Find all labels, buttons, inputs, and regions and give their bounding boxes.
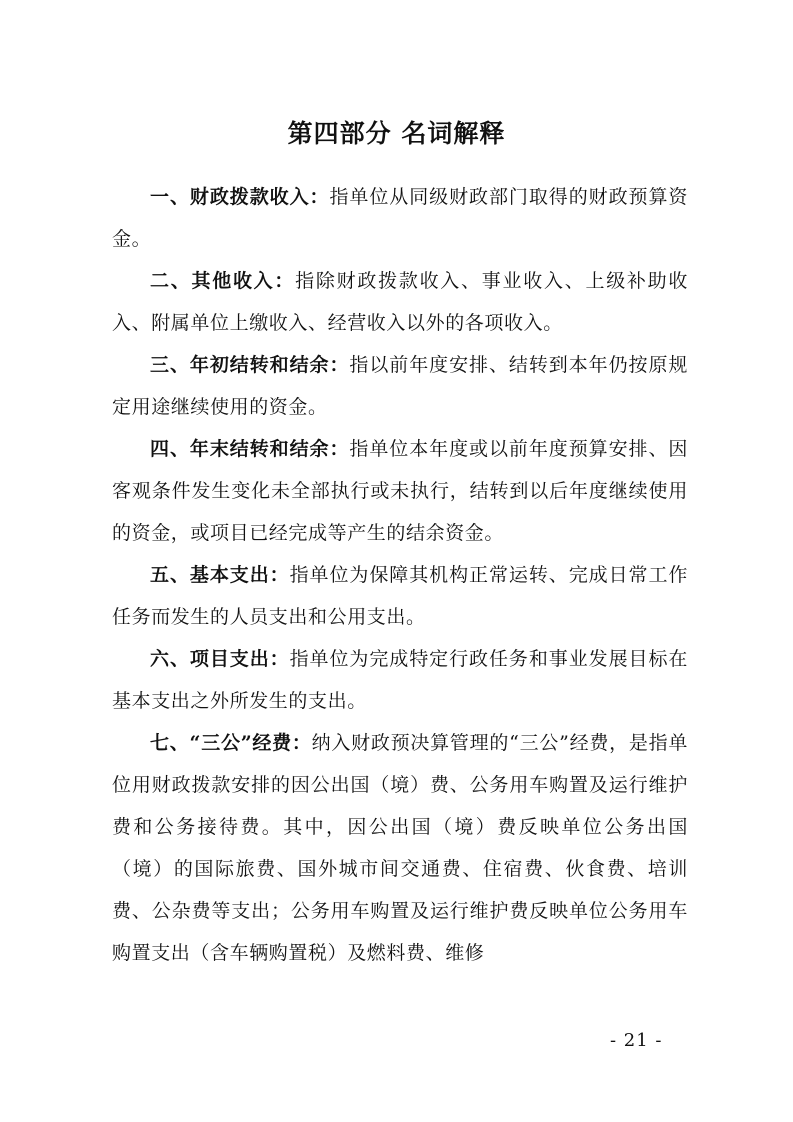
definition-item (112, 344, 688, 428)
page-number: - 21 - (610, 1030, 663, 1051)
definition-term: 二、其他收入： (150, 270, 296, 292)
definition-body: 指单位本年度或以前年度预算安排、因客观条件发生变化未全部执行或未执行，结转到以后年度继续使用的资金，或项目已经完成等产生的结余资金。 (112, 438, 688, 544)
definition-item (112, 428, 688, 554)
definition-item (112, 722, 688, 974)
definition-item (112, 260, 688, 344)
definition-term: 四、年末结转和结余： (150, 438, 350, 460)
definition-body: 指单位为保障其机构正常运转、完成日常工作任务而发生的人员支出和公用支出。 (112, 564, 688, 628)
definition-body: 纳入财政预决算管理的“三公”经费，是指单位用财政拨款安排的因公出国（境）费、公务用车购置及运行维护费和公务接待费。其中，因公出国（境）费反映单位公务出国（境）的国际旅费、国外城市间交通费、住宿费、伙食费、培训费、公杂费等支出；公务用车购置及运行维护费反映单位公务用车购置支出（含车辆购置税）及燃料费、维修 (112, 732, 688, 964)
definition-body: 指以前年度安排、结转到本年仍按原规定用途继续使用的资金。 (112, 354, 688, 418)
page-title: 第四部分 名词解释 (287, 119, 506, 148)
definition-term: 七、“三公”经费： (150, 732, 312, 754)
definition-item (112, 638, 688, 722)
definition-term: 三、年初结转和结余： (150, 354, 350, 376)
definition-item (112, 176, 688, 260)
definition-body: 指除财政拨款收入、事业收入、上级补助收入、附属单位上缴收入、经营收入以外的各项收入。 (112, 270, 688, 334)
definition-body: 指单位从同级财政部门取得的财政预算资金。 (112, 186, 688, 250)
definition-term: 一、财政拨款收入： (150, 186, 330, 208)
definition-term: 六、项目支出： (150, 648, 290, 670)
definition-term: 五、基本支出： (150, 564, 290, 586)
definition-body: 指单位为完成特定行政任务和事业发展目标在基本支出之外所发生的支出。 (112, 648, 688, 712)
definitions-list (112, 176, 688, 974)
definition-item (112, 554, 688, 638)
